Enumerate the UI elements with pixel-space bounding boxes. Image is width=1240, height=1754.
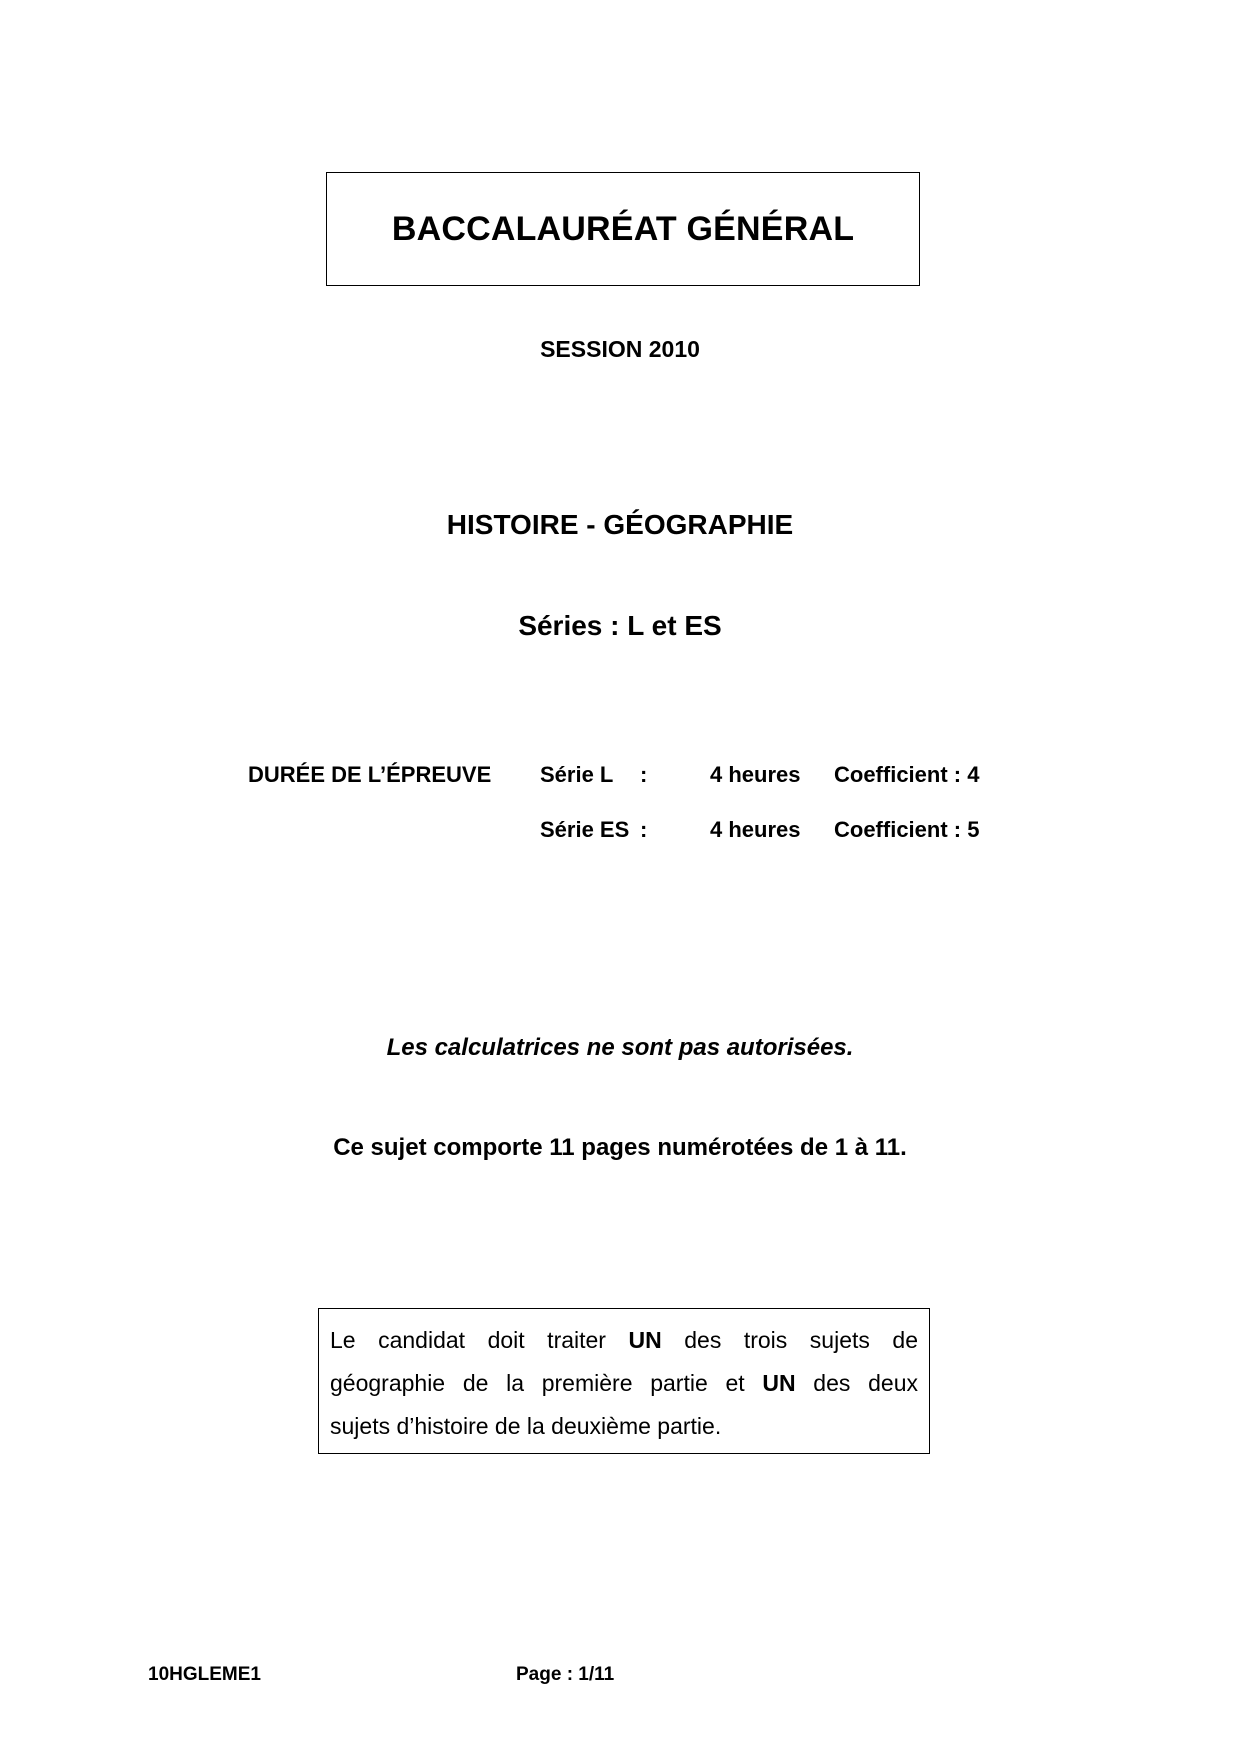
serie-es-label: Série ES	[540, 817, 630, 842]
page-count-note: Ce sujet comporte 11 pages numérotées de 1 à 11.	[333, 1134, 907, 1161]
serie-l-coefficient: Coefficient : 4	[834, 762, 980, 787]
instructions-line-2: géographie de la première partie et UN des deux	[330, 1370, 918, 1396]
footer-code: 10HGLEME1	[148, 1664, 261, 1685]
duration-label: DURÉE DE L’ÉPREUVE	[248, 762, 492, 787]
serie-l-label: Série L	[540, 762, 614, 787]
instructions-line-3: sujets d’histoire de la deuxième partie.	[330, 1413, 722, 1439]
footer-page-number: Page : 1/11	[516, 1664, 615, 1685]
instructions-line-1: Le candidat doit traiter UN des trois sujets de	[330, 1327, 918, 1353]
serie-l-colon: :	[640, 762, 648, 787]
serie-es-hours: 4 heures	[710, 817, 801, 842]
serie-l-hours: 4 heures	[710, 762, 801, 787]
serie-es-colon: :	[640, 817, 648, 842]
serie-es-coefficient: Coefficient : 5	[834, 817, 980, 842]
exam-title: BACCALAURÉAT GÉNÉRAL	[391, 209, 855, 248]
calculator-note: Les calculatrices ne sont pas autorisées.	[386, 1034, 854, 1061]
series-label: Séries : L et ES	[518, 610, 722, 641]
title-box	[326, 172, 920, 286]
session-label: SESSION 2010	[540, 336, 700, 362]
instructions-box	[318, 1308, 930, 1454]
subject-name: HISTOIRE - GÉOGRAPHIE	[446, 509, 794, 540]
